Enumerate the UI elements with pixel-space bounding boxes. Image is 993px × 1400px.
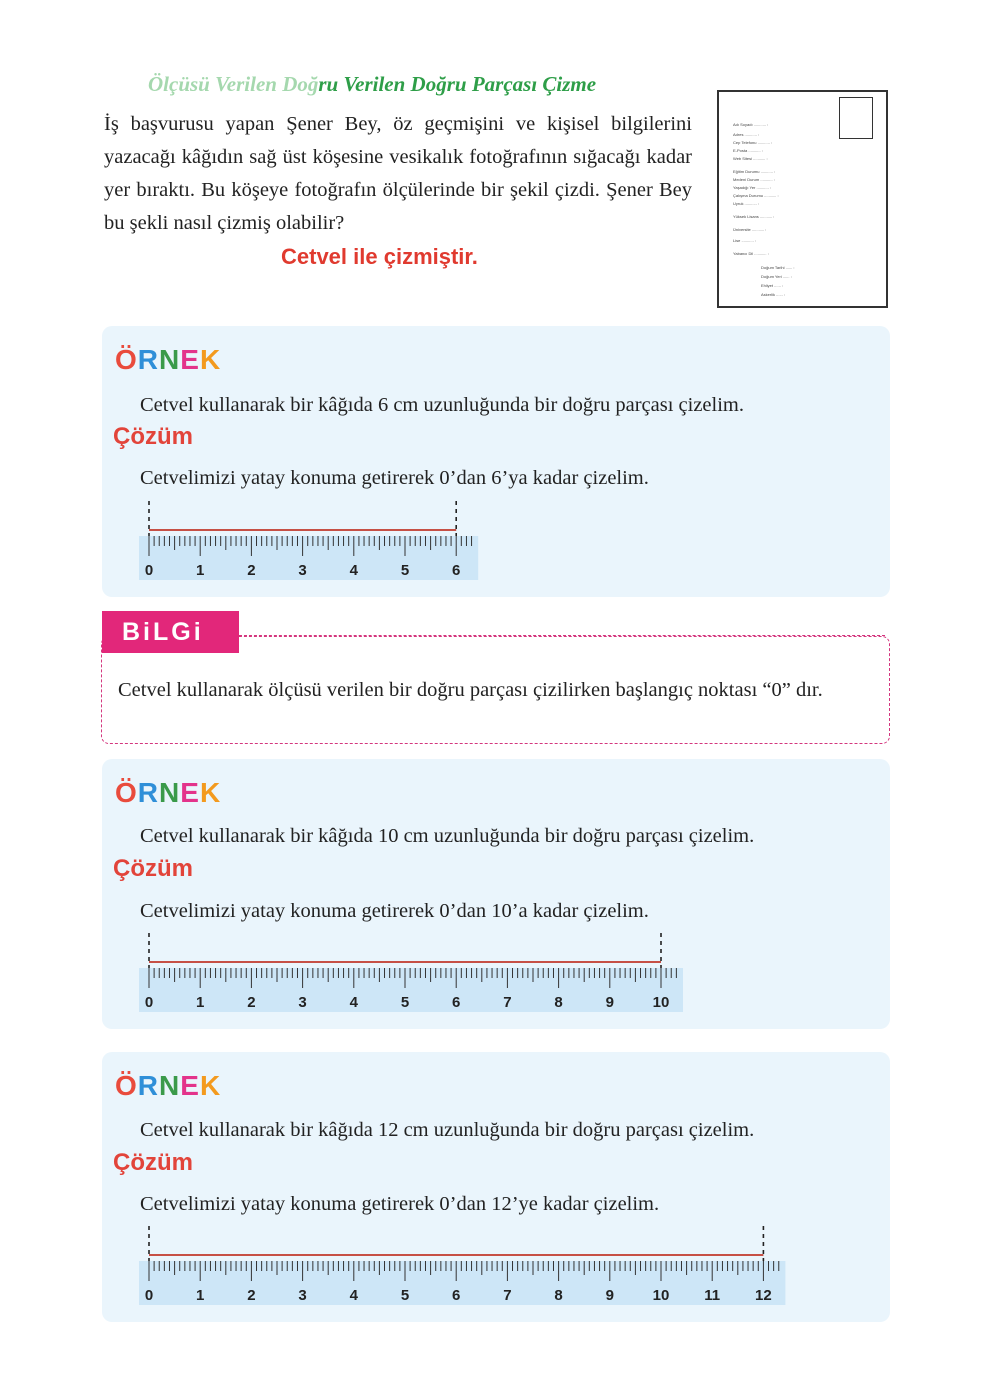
ruler-label: 9 xyxy=(605,994,614,1011)
ornek-letter: R xyxy=(137,344,160,375)
form-field-label: Çalışma Durumu ........... : xyxy=(733,193,779,198)
form-field-label: Yabancı Dil ........... : xyxy=(733,251,769,256)
form-field-label: Cep Telefonu ........... : xyxy=(733,140,773,145)
bilgi-text: Cetvel kullanarak ölçüsü verilen bir doğru parçası çizilirken başlangıç noktası “0” dır. xyxy=(118,679,823,701)
ornek-letter: R xyxy=(137,777,160,808)
ruler-label: 6 xyxy=(452,994,461,1011)
section-title-faded: Ölçüsü Verilen Doğ xyxy=(148,72,319,96)
ruler-label: 4 xyxy=(349,994,358,1011)
handwritten-answer: Cetvel ile çizmiştir. xyxy=(281,244,478,269)
example-question: Cetvel kullanarak bir kâğıda 10 cm uzunluğunda bir doğru parçası çizelim. xyxy=(140,825,755,847)
ruler-label: 12 xyxy=(755,1287,772,1304)
ruler-label: 3 xyxy=(298,1287,307,1304)
form-subfield-label: Doğum Tarihi ...... : xyxy=(761,265,795,270)
ornek-letter: E xyxy=(180,777,200,808)
solution-text: Cetvelimizi yatay konuma getirerek 0’dan 12’ye kadar çizelim. xyxy=(140,1193,660,1215)
ruler-label: 4 xyxy=(349,562,358,579)
ornek-letter: K xyxy=(199,777,222,808)
ruler-label: 5 xyxy=(400,994,410,1011)
ruler-label: 2 xyxy=(247,1287,256,1304)
bilgi-label: BiLGi xyxy=(102,611,239,653)
ruler-label: 0 xyxy=(144,994,154,1011)
ruler-figure-10cm xyxy=(0,922,993,1022)
ornek-label xyxy=(115,344,221,376)
solution-label: Çözüm xyxy=(113,855,193,882)
form-field-label: Adı Soyadı ........... : xyxy=(733,122,769,127)
ruler-label: 1 xyxy=(196,562,205,579)
ruler-label: 0 xyxy=(144,562,154,579)
section-title-text: ru Verilen Doğru Parçası Çizme xyxy=(318,72,597,96)
ruler-label: 6 xyxy=(452,562,461,579)
ornek-letter: N xyxy=(159,777,181,808)
ornek-label xyxy=(115,1070,221,1102)
ornek-letters xyxy=(115,344,221,376)
ruler-label: 0 xyxy=(144,1287,154,1304)
photo-placeholder xyxy=(839,97,873,139)
ruler-label: 1 xyxy=(196,994,205,1011)
ornek-letters xyxy=(115,777,221,809)
ruler-label: 9 xyxy=(605,1287,614,1304)
example-question: Cetvel kullanarak bir kâğıda 6 cm uzunluğunda bir doğru parçası çizelim. xyxy=(140,394,744,416)
form-field-label: Yaşadığı Yer ........... : xyxy=(733,185,771,190)
form-subfield-label: Ehliyet ...... : xyxy=(761,283,784,288)
ornek-label xyxy=(115,777,221,809)
ornek-letter: N xyxy=(159,1070,181,1101)
form-field-label: Web Sitesi ........... : xyxy=(733,156,768,161)
ornek-letter: E xyxy=(180,344,200,375)
ruler-label: 10 xyxy=(652,1287,670,1304)
solution-label: Çözüm xyxy=(113,1149,193,1176)
ruler-label: 10 xyxy=(652,994,670,1011)
form-field-label: Adres ........... : xyxy=(733,132,760,137)
form-field-label: Eğitim Durumu ........... : xyxy=(733,169,776,174)
ornek-letter: Ö xyxy=(115,1070,138,1101)
ornek-letter: E xyxy=(180,1070,200,1101)
bilgi-divider xyxy=(239,635,885,636)
ornek-letter: Ö xyxy=(115,344,138,375)
ruler-label: 2 xyxy=(247,994,256,1011)
form-field-label: Üniversite ........... : xyxy=(733,227,767,232)
form-subfield-label: Doğum Yeri ...... : xyxy=(761,274,792,279)
ornek-letter: N xyxy=(159,344,181,375)
ruler-label: 8 xyxy=(554,1287,563,1304)
form-field-label: Yüksek Lisans ........... : xyxy=(733,214,775,219)
ruler-label: 5 xyxy=(400,562,410,579)
ruler-label: 7 xyxy=(503,994,512,1011)
ruler-label: 7 xyxy=(503,1287,512,1304)
solution-label: Çözüm xyxy=(113,423,193,450)
form-field-label: Medeni Durum ........... : xyxy=(733,177,775,182)
ruler-figure-6cm xyxy=(0,490,993,590)
solution-text: Cetvelimizi yatay konuma getirerek 0’dan 10’a kadar çizelim. xyxy=(140,900,649,922)
form-field-label: Uyruk ........... : xyxy=(733,201,760,206)
form-field-label: E-Posta ........... : xyxy=(733,148,763,153)
ornek-letter: Ö xyxy=(115,777,138,808)
ruler-label: 1 xyxy=(196,1287,205,1304)
ruler-label: 6 xyxy=(452,1287,461,1304)
ruler-label: 11 xyxy=(704,1287,721,1304)
ornek-letters xyxy=(115,1070,221,1102)
ornek-letter: R xyxy=(137,1070,160,1101)
ruler-label: 4 xyxy=(349,1287,358,1304)
ruler-label: 3 xyxy=(298,562,307,579)
ornek-letter: K xyxy=(199,1070,222,1101)
example-question: Cetvel kullanarak bir kâğıda 12 cm uzunluğunda bir doğru parçası çizelim. xyxy=(140,1119,755,1141)
solution-text: Cetvelimizi yatay konuma getirerek 0’dan 6’ya kadar çizelim. xyxy=(140,467,649,489)
ruler-label: 8 xyxy=(554,994,563,1011)
ruler-figure-12cm xyxy=(0,1215,993,1315)
form-field-label: Lise ........... : xyxy=(733,238,756,243)
ruler-label: 2 xyxy=(247,562,256,579)
ruler-label: 3 xyxy=(298,994,307,1011)
intro-paragraph: İş başvurusu yapan Şener Bey, öz geçmişini ve kişisel bilgilerini yazacağı kâğıdın sağ üst köşesine vesikalık fotoğrafının sığacağı kadar yer bıraktı. Bu köşeye fotoğrafın ölçülerinde bir şekil çizdi. Şener Bey bu şekli nasıl çizmiş olabilir? xyxy=(104,113,692,234)
form-subfield-label: Askerlik ...... : xyxy=(761,292,786,297)
ornek-letter: K xyxy=(199,344,222,375)
cv-form-illustration xyxy=(717,90,888,308)
section-title xyxy=(148,72,596,97)
ruler-label: 5 xyxy=(400,1287,410,1304)
